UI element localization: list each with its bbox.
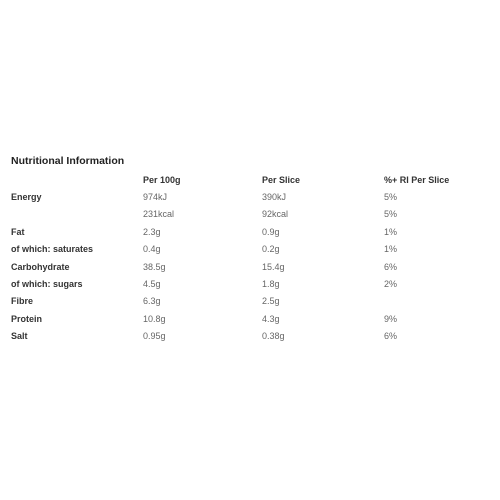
table-row	[11, 258, 481, 275]
per-100g-value: 4.5g	[143, 279, 161, 290]
ri-value: 6%	[384, 261, 398, 272]
row-label: Salt	[11, 331, 28, 342]
header-nutrient	[11, 171, 143, 188]
per-slice-value: 1.8g	[262, 279, 280, 290]
ri-value: 1%	[384, 244, 398, 255]
row-label: Fibre	[11, 296, 34, 307]
row-label: of which: sugars	[11, 279, 83, 290]
table-row	[11, 310, 481, 327]
per-100g-value: 231kcal	[143, 209, 175, 220]
header-per-slice: Per Slice	[262, 174, 301, 185]
per-slice-value: 2.5g	[262, 296, 280, 307]
per-100g-value: 10.8g	[143, 313, 166, 324]
row-label: Protein	[11, 313, 43, 324]
per-slice-value: 0.9g	[262, 226, 280, 237]
table-row	[11, 241, 481, 258]
nutrition-panel	[11, 152, 491, 345]
row-label	[11, 206, 143, 223]
ri-value: 2%	[384, 279, 398, 290]
ri-value: 5%	[384, 192, 398, 203]
table-row	[11, 328, 481, 345]
per-slice-value: 4.3g	[262, 313, 280, 324]
per-slice-value: 390kJ	[262, 192, 287, 203]
header-per-100g: Per 100g	[143, 174, 181, 185]
per-slice-value: 0.38g	[262, 331, 285, 342]
row-label: Energy	[11, 192, 42, 203]
per-100g-value: 6.3g	[143, 296, 161, 307]
ri-value: 6%	[384, 331, 398, 342]
table-header-row	[11, 171, 481, 188]
per-slice-value: 92kcal	[262, 209, 289, 220]
per-100g-value: 0.4g	[143, 244, 161, 255]
ri-value: 1%	[384, 226, 398, 237]
table-row	[11, 293, 481, 310]
ri-value: 5%	[384, 209, 398, 220]
table-row	[11, 275, 481, 292]
row-label: of which: saturates	[11, 244, 94, 255]
nutrition-table	[11, 171, 481, 345]
table-row	[11, 206, 481, 223]
per-100g-value: 0.95g	[143, 331, 166, 342]
row-label: Fat	[11, 226, 25, 237]
per-slice-value: 0.2g	[262, 244, 280, 255]
table-row	[11, 188, 481, 205]
table-row	[11, 223, 481, 240]
per-100g-value: 974kJ	[143, 192, 168, 203]
per-100g-value: 38.5g	[143, 261, 166, 272]
ri-value: 9%	[384, 313, 398, 324]
per-100g-value: 2.3g	[143, 226, 161, 237]
header-ri-per-slice: %+ RI Per Slice	[384, 174, 450, 185]
row-label: Carbohydrate	[11, 261, 70, 272]
nutrition-title: Nutritional Information	[11, 155, 125, 167]
per-slice-value: 15.4g	[262, 261, 285, 272]
ri-value	[384, 293, 481, 310]
